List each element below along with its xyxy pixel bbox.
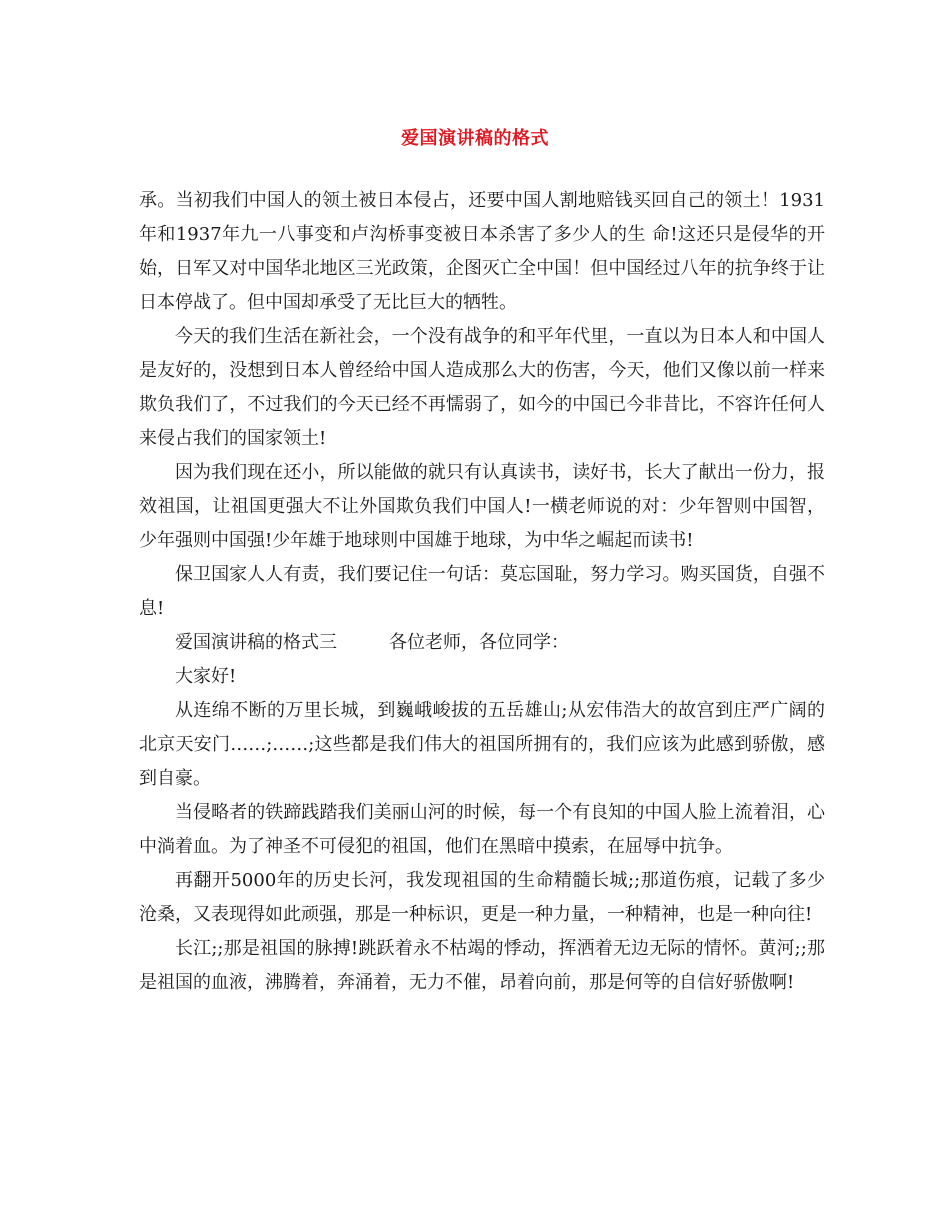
document-body	[139, 184, 825, 1000]
paragraph: 因为我们现在还小，所以能做的就只有认真读书，读好书，长大了献出一份力，报效祖国，让祖国更强大不让外国欺负我们中国人!一横老师说的对：少年智则中国智，少年强则中国强!少年雄于地球则中国雄于地球，为中华之崛起而读书!	[139, 462, 825, 551]
salutation: 大家好!	[175, 666, 237, 687]
section-heading-line	[139, 626, 825, 660]
section-heading: 爱国演讲稿的格式三	[175, 632, 337, 653]
greeting: 各位老师，各位同学：	[389, 632, 569, 653]
paragraph: 承。当初我们中国人的领土被日本侵占，还要中国人割地赔钱买回自己的领土！1931年和1937年九一八事变和卢沟桥事变被日本杀害了多少人的生 命!这还只是侵华的开始，日军又对中国华北地区三光政策，企图灭亡全中国！但中国经过八年的抗争终于让日本停战了。但中国却承受了无比巨大的牺牲。	[139, 190, 825, 313]
paragraph: 今天的我们生活在新社会，一个没有战争的和平年代里，一直以为日本人和中国人是友好的，没想到日本人曾经给中国人造成那么大的伤害，今天，他们又像以前一样来欺负我们了，不过我们的今天已经不再懦弱了，如今的中国已今非昔比，不容许任何人来侵占我们的国家领土!	[139, 326, 825, 449]
paragraph: 当侵略者的铁蹄践踏我们美丽山河的时候，每一个有良知的中国人脸上流着泪，心中淌着血。为了神圣不可侵犯的祖国，他们在黑暗中摸索，在屈辱中抗争。	[139, 802, 825, 857]
paragraph: 再翻开5000年的历史长河，我发现祖国的生命精髓长城;;那道伤痕，记载了多少沧桑，又表现得如此顽强，那是一种标识，更是一种力量，一种精神，也是一种向往!	[139, 870, 825, 925]
paragraph: 保卫国家人人有责，我们要记住一句话：莫忘国耻，努力学习。购买国货，自强不息!	[139, 564, 825, 619]
document-title: 爱国演讲稿的格式	[401, 128, 549, 149]
paragraph: 从连绵不断的万里长城，到巍峨峻拔的五岳雄山;从宏伟浩大的故宫到庄严广阔的北京天安门……;……;这些都是我们伟大的祖国所拥有的，我们应该为此感到骄傲，感到自豪。	[139, 700, 825, 789]
paragraph: 长江;;那是祖国的脉搏!跳跃着永不枯竭的悸动，挥洒着无边无际的情怀。黄河;;那是祖国的血液，沸腾着，奔涌着，无力不催，昂着向前，那是何等的自信好骄傲啊!	[139, 938, 825, 993]
